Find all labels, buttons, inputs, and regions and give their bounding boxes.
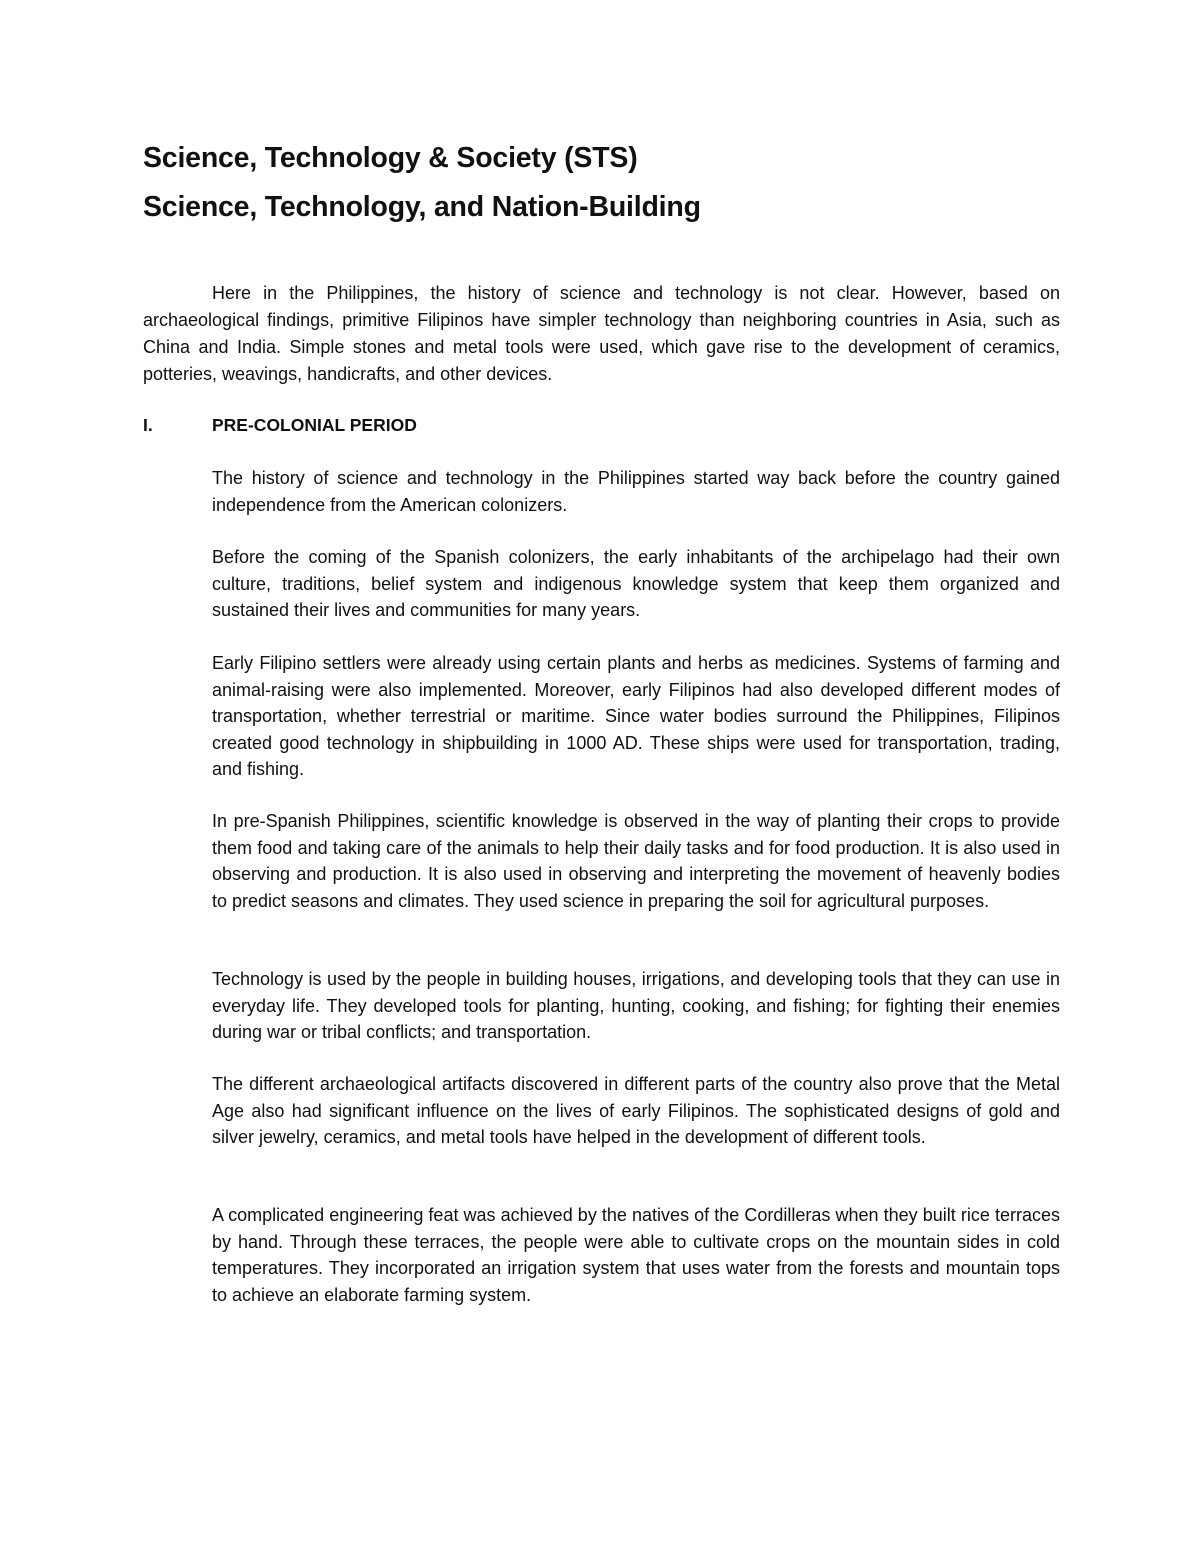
document-title: Science, Technology & Society (STS) [143, 142, 638, 174]
section-number: I. [143, 415, 153, 435]
body-paragraph: A complicated engineering feat was achieved by the natives of the Cordilleras when they built rice terraces by hand. Through these terraces, the people were able to cultivate crops on the mountain sides in cold temperatures. They incorporated an irrigation system that uses water from the forests and mountain tops to achieve an elaborate farming system. [212, 1205, 1060, 1305]
body-paragraph: The history of science and technology in the Philippines started way back before the country gained independence from the American colonizers. [212, 468, 1060, 515]
document-subtitle: Science, Technology, and Nation-Building [143, 191, 701, 223]
body-paragraph: In pre-Spanish Philippines, scientific knowledge is observed in the way of planting their crops to provide them food and taking care of the animals to help their daily tasks and for food production. It is also used in observing and production. It is also used in observing and interpreting the movement of heavenly bodies to predict seasons and climates. They used science in preparing the soil for agricultural purposes. [212, 811, 1060, 911]
section-title: PRE-COLONIAL PERIOD [212, 415, 417, 435]
section-heading [143, 412, 417, 439]
body-paragraph: Early Filipino settlers were already using certain plants and herbs as medicines. Systems of farming and animal-raising were also implemented. Moreover, early Filipinos had also developed different modes of transportation, whether terrestrial or maritime. Since water bodies surround the Philippines, Filipinos created good technology in shipbuilding in 1000 AD. These ships were used for transportation, trading, and fishing. [212, 653, 1060, 780]
body-paragraph: Technology is used by the people in building houses, irrigations, and developing tools that they can use in everyday life. They developed tools for planting, hunting, cooking, and fishing; for fighting their enemies during war or tribal conflicts; and transportation. [212, 969, 1060, 1043]
body-paragraph: The different archaeological artifacts discovered in different parts of the country also prove that the Metal Age also had significant influence on the lives of early Filipinos. The sophisticated designs of gold and silver jewelry, ceramics, and metal tools have helped in the development of different tools. [212, 1074, 1060, 1148]
intro-paragraph: Here in the Philippines, the history of science and technology is not clear. However, based on archaeological findings, primitive Filipinos have simpler technology than neighboring countries in Asia, such as China and India. Simple stones and metal tools were used, which gave rise to the development of ceramics, potteries, weavings, handicrafts, and other devices. [143, 283, 1060, 384]
body-paragraph: Before the coming of the Spanish colonizers, the early inhabitants of the archipelago had their own culture, traditions, belief system and indigenous knowledge system that keep them organized and sustained their lives and communities for many years. [212, 547, 1060, 621]
